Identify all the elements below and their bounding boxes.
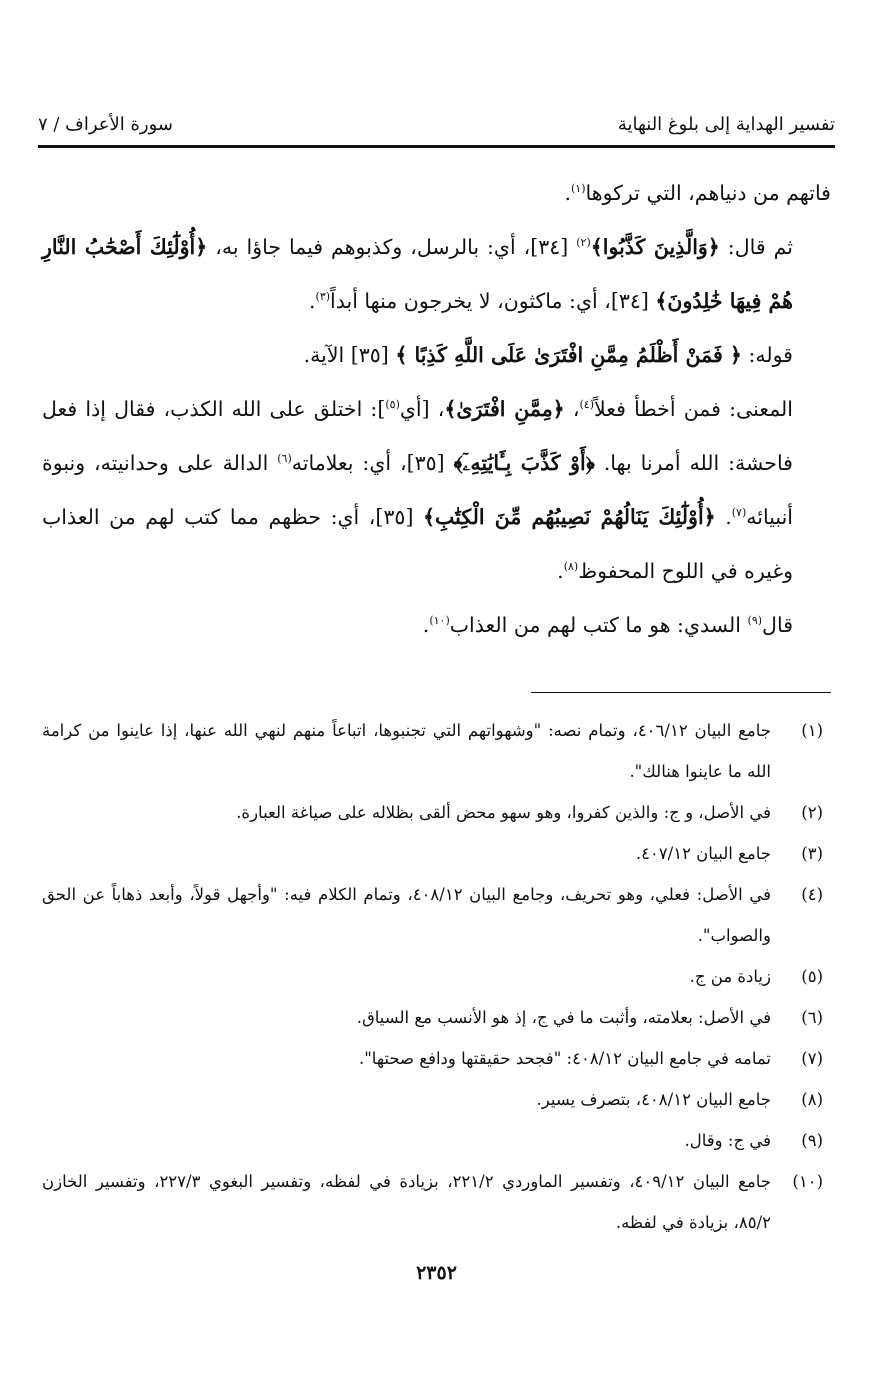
text: المعنى: فمن أخطأ فعلاً bbox=[594, 397, 793, 421]
footnote-text: في الأصل: فعلي، وهو تحريف، وجامع البيان ٤٠٨/١٢، وتمام الكلام فيه: "وأجهل قولاً، وأبعد ذهاباً عن الحق والصواب". bbox=[42, 885, 771, 945]
footnote-text: جامع البيان ٤٠٩/١٢، وتفسير الماوردي ٢٢١/٢، بزيادة في لفظه، وتفسير البغوي ٢٢٧/٣، وتفسير الخازن ٨٥/٢، بزيادة في لفظه. bbox=[42, 1172, 771, 1232]
text: [٣٥]، أي: حظهم مما كتب لهم من العذاب وغيره في اللوح المحفوظ bbox=[42, 505, 793, 583]
footnotes bbox=[42, 710, 831, 1243]
footnote-number: (١) bbox=[801, 721, 823, 740]
footnote-text: تمامه في جامع البيان ٤٠٨/١٢: "فجحد حقيقتها ودافع صحتها". bbox=[358, 1049, 771, 1068]
header-rule bbox=[38, 145, 835, 148]
paragraph-1 bbox=[42, 166, 831, 220]
text: السدي: هو ما كتب لهم من العذاب bbox=[449, 613, 741, 637]
footnotes-separator bbox=[531, 692, 831, 693]
footnote-ref: (٣) bbox=[315, 290, 331, 304]
footnote-text: في الأصل: بعلامته، وأثبت ما في ج، إذ هو الأنسب مع السياق. bbox=[356, 1008, 771, 1027]
quran-quote: ﴿أَوْ كَذَّبَ بِـَٔايَٰتِهِۦٓ﴾ bbox=[453, 451, 595, 475]
footnote-number: (٨) bbox=[801, 1090, 823, 1109]
text: ثم قال: bbox=[727, 235, 793, 259]
footnote-ref: (٨) bbox=[563, 560, 579, 574]
footnote-text: جامع البيان ٤٠٧/١٢. bbox=[635, 844, 771, 863]
footnote-ref: (٦) bbox=[277, 452, 292, 466]
footnote-number: (٦) bbox=[801, 1008, 823, 1027]
text: قوله: bbox=[748, 343, 793, 367]
text: . bbox=[422, 613, 430, 637]
footnote-text: جامع البيان ٤٠٦/١٢، وتمام نصه: "وشهواتهم التي تجنبوها، اتباعاً منهم لنهي الله عنها، إذا عاينوا من كرامة الله ما عاينوا هنالك". bbox=[42, 721, 771, 781]
running-header bbox=[38, 104, 835, 144]
text: ، bbox=[572, 397, 580, 421]
footnote-number: (٥) bbox=[801, 967, 823, 986]
paragraph-5 bbox=[42, 598, 831, 652]
footnote-number: (٣) bbox=[801, 844, 823, 863]
footnote-text: جامع البيان ٤٠٨/١٢، بتصرف يسير. bbox=[536, 1090, 771, 1109]
footnote-ref: (٥) bbox=[385, 398, 400, 412]
quran-quote: ﴿مِمَّنِ افْتَرَىٰ﴾ bbox=[444, 397, 565, 421]
text: [٣٥] الآية. bbox=[303, 343, 389, 367]
text: [٣٤]، أي: بالرسل، وكذبوهم فيما جاؤا به، bbox=[215, 235, 569, 259]
footnote bbox=[42, 833, 831, 874]
footnote-ref: (٧) bbox=[731, 506, 747, 520]
footnote-text: زيادة من ج. bbox=[689, 967, 771, 986]
footnote bbox=[42, 874, 831, 956]
footnote bbox=[42, 1079, 831, 1120]
footnote bbox=[42, 997, 831, 1038]
footnote-text: في ج: وقال. bbox=[684, 1131, 771, 1150]
footnote bbox=[42, 792, 831, 833]
text: . bbox=[309, 289, 316, 313]
quran-quote: ﴿وَالَّذِينَ كَذَّبُوا﴾ bbox=[590, 235, 720, 259]
footnote-number: (٩) bbox=[801, 1131, 823, 1150]
footnote bbox=[42, 710, 831, 792]
text: ]: اختلق على الله الكذب، فقال إذا فعل فاحشة: الله أمرنا بها. bbox=[42, 397, 793, 475]
footnote bbox=[42, 1161, 831, 1243]
book-title: تفسير الهداية إلى بلوغ النهاية bbox=[617, 113, 835, 135]
footnote-ref: (٢) bbox=[576, 236, 591, 250]
text: . bbox=[725, 505, 732, 529]
text: ، [أي bbox=[399, 397, 445, 421]
paragraph-2 bbox=[42, 220, 831, 328]
text: الدالة على وحدانيته، ونبوة أنبيائه bbox=[42, 451, 793, 529]
main-text bbox=[42, 166, 831, 652]
text: . bbox=[564, 181, 571, 205]
footnote bbox=[42, 1038, 831, 1079]
paragraph-4 bbox=[42, 382, 831, 598]
page-number: ٢٣٥٢ bbox=[416, 1262, 457, 1284]
text: قال bbox=[762, 613, 793, 637]
footnote bbox=[42, 1120, 831, 1161]
footnote bbox=[42, 956, 831, 997]
quran-quote: ﴿أُوْلَٰٓئِكَ أَصْحَٰبُ النَّارِ هُمْ فِيهَا خَٰلِدُونَ﴾ bbox=[42, 235, 793, 313]
footnote-ref: (١٠) bbox=[429, 614, 450, 628]
footnote-number: (٤) bbox=[801, 885, 823, 904]
quran-quote: ﴿أُوْلَٰٓئِكَ يَنَالُهُمْ نَصِيبُهُم مِّنَ الْكِتَٰبِ﴾ bbox=[423, 505, 716, 529]
quran-quote: ﴿ فَمَنْ أَظْلَمُ مِمَّنِ افْتَرَىٰ عَلَى اللَّهِ كَذِبًا ﴾ bbox=[395, 343, 742, 367]
footnote-number: (٧) bbox=[801, 1049, 823, 1068]
text: [٣٤]، أي: ماكثون، لا يخرجون منها أبداً bbox=[330, 289, 649, 313]
text: فاتهم من دنياهم، التي تركوها bbox=[585, 181, 831, 205]
text: . bbox=[557, 559, 564, 583]
text: [٣٥]، أي: بعلاماته bbox=[291, 451, 445, 475]
footnote-text: في الأصل، و ج: والذين كفروا، وهو سهو محض ألقى بظلاله على صياغة العبارة. bbox=[236, 803, 771, 822]
surah-reference: سورة الأعراف / ٧ bbox=[38, 113, 174, 135]
paragraph-3 bbox=[42, 328, 831, 382]
footnote-number: (٢) bbox=[801, 803, 823, 822]
footnote-ref: (٤) bbox=[579, 398, 594, 412]
footnote-ref: (١) bbox=[571, 182, 586, 196]
footnote-number: (١٠) bbox=[792, 1172, 823, 1191]
footnote-ref: (٩) bbox=[747, 614, 763, 628]
